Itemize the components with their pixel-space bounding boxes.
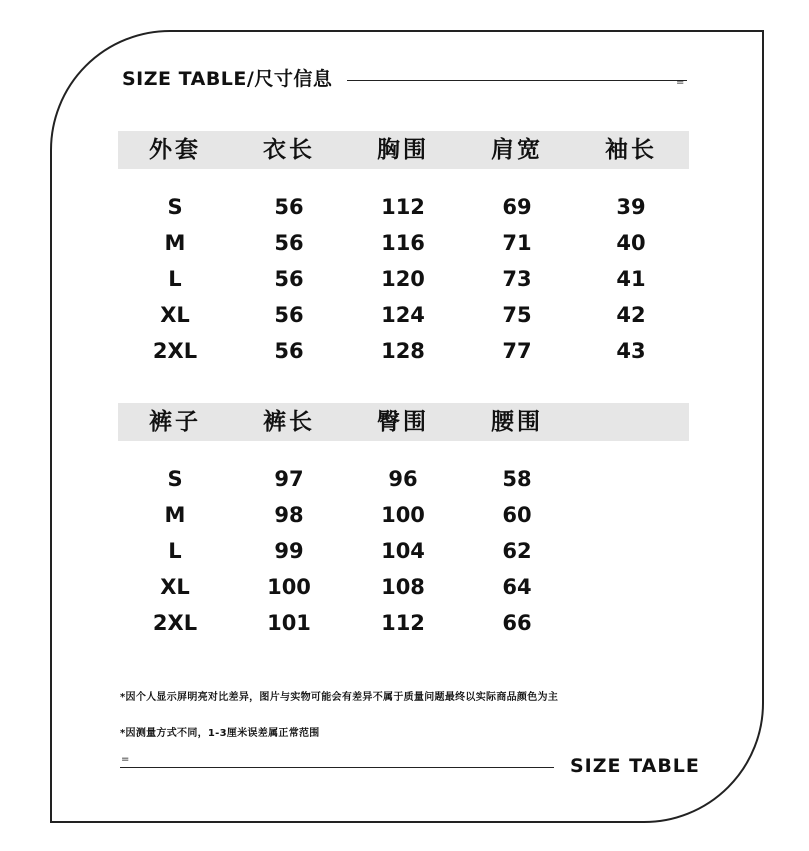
footer-rule-mark: = [121, 754, 130, 765]
pants-header-cell: 裤子 [149, 409, 201, 435]
table-cell: 100 [381, 503, 425, 527]
jacket-table-row [118, 297, 689, 333]
table-cell: 56 [274, 339, 304, 363]
table-cell: 108 [381, 575, 425, 599]
disclaimer-note: *因个人显示屏明亮对比差异，图片与实物可能会有差异不属于质量问题最终以实际商品颜色为主 [120, 692, 559, 703]
table-cell: 56 [274, 195, 304, 219]
size-cell: S [167, 195, 183, 219]
table-cell: 99 [274, 539, 304, 563]
table-cell: 100 [267, 575, 311, 599]
size-cell: L [168, 267, 182, 291]
size-cell: XL [160, 303, 190, 327]
table-cell: 58 [502, 467, 532, 491]
table-cell: 124 [381, 303, 425, 327]
pants-table-row [118, 497, 689, 533]
size-cell: 2XL [152, 339, 198, 363]
table-cell: 56 [274, 267, 304, 291]
table-cell: 73 [502, 267, 532, 291]
table-cell: 66 [502, 611, 532, 635]
table-cell: 39 [616, 195, 646, 219]
measurement-note: *因测量方式不同，1-3厘米误差属正常范围 [120, 728, 320, 739]
size-cell: 2XL [152, 611, 198, 635]
page-title: SIZE TABLE/尺寸信息 [122, 68, 333, 90]
footer-rule [120, 767, 554, 768]
table-cell: 64 [502, 575, 532, 599]
jacket-header-cell: 胸围 [377, 137, 429, 163]
table-cell: 77 [502, 339, 532, 363]
jacket-table-header [118, 131, 689, 169]
jacket-table-row [118, 333, 689, 369]
table-cell: 62 [502, 539, 532, 563]
size-cell: M [164, 503, 186, 527]
size-cell: XL [160, 575, 190, 599]
table-cell: 116 [381, 231, 425, 255]
pants-header-cell: 裤长 [263, 409, 315, 435]
table-cell: 43 [616, 339, 646, 363]
pants-header-cell: 臀围 [377, 409, 429, 435]
pants-table-row [118, 533, 689, 569]
table-cell: 120 [381, 267, 425, 291]
jacket-header-cell: 外套 [149, 137, 201, 163]
size-cell: L [168, 539, 182, 563]
table-cell: 112 [381, 195, 425, 219]
pants-table-row [118, 605, 689, 641]
table-cell: 104 [381, 539, 425, 563]
table-cell: 40 [616, 231, 646, 255]
pants-table-row [118, 461, 689, 497]
table-cell: 96 [388, 467, 418, 491]
pants-header-cell: 腰围 [491, 409, 543, 435]
table-cell: 56 [274, 303, 304, 327]
table-cell: 41 [616, 267, 646, 291]
table-cell: 75 [502, 303, 532, 327]
footer-title: SIZE TABLE [570, 755, 700, 777]
table-cell: 98 [274, 503, 304, 527]
title-rule [347, 80, 687, 81]
table-cell: 128 [381, 339, 425, 363]
table-cell: 112 [381, 611, 425, 635]
jacket-table-row [118, 189, 689, 225]
table-cell: 97 [274, 467, 304, 491]
size-cell: M [164, 231, 186, 255]
table-cell: 42 [616, 303, 646, 327]
jacket-header-cell: 肩宽 [491, 137, 543, 163]
title-rule-mark: = [676, 77, 685, 88]
table-cell: 101 [267, 611, 311, 635]
pants-table-header [118, 403, 689, 441]
jacket-header-cell: 衣长 [263, 137, 315, 163]
table-cell: 69 [502, 195, 532, 219]
table-cell: 56 [274, 231, 304, 255]
jacket-table-row [118, 225, 689, 261]
jacket-header-cell: 袖长 [605, 137, 657, 163]
size-cell: S [167, 467, 183, 491]
pants-table-row [118, 569, 689, 605]
jacket-table-row [118, 261, 689, 297]
table-cell: 71 [502, 231, 532, 255]
table-cell: 60 [502, 503, 532, 527]
